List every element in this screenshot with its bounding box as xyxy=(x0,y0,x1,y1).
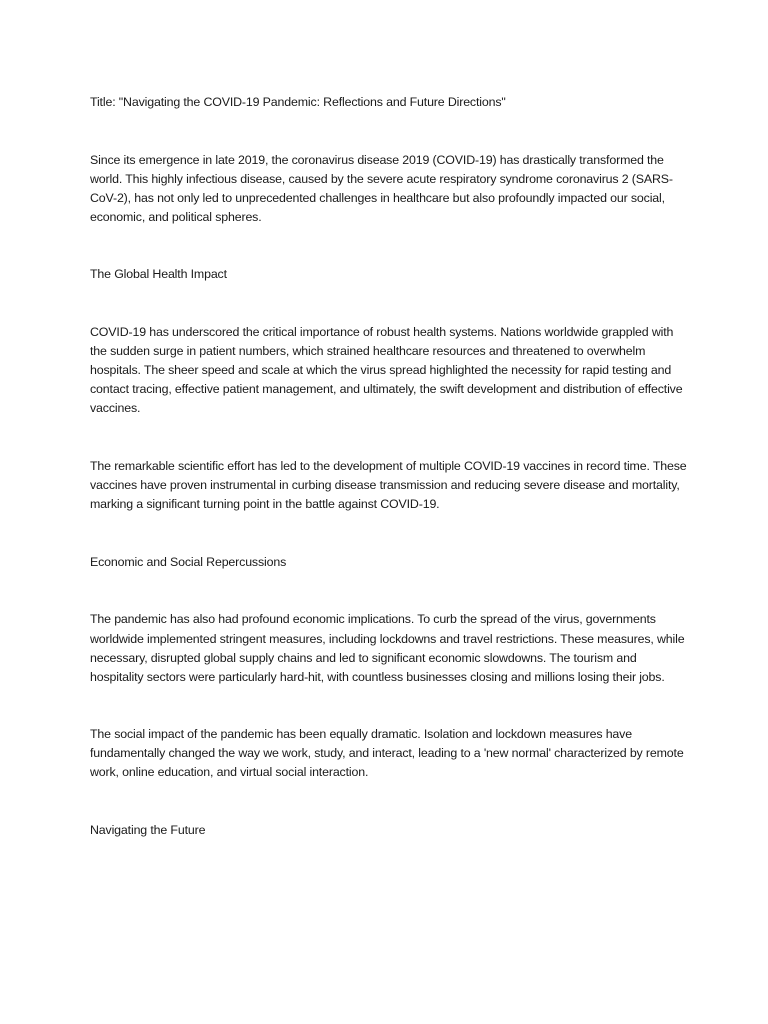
section-heading-global-health: The Global Health Impact xyxy=(90,267,227,282)
section-heading-future: Navigating the Future xyxy=(90,823,206,838)
paragraph-social: The social impact of the pandemic has been equally dramatic. Isolation and lockdown measures have fundamentally changed the way we work, study, and interact, leading to a 'new normal' characterized by remote work, online education, and virtual social interaction. xyxy=(90,727,684,780)
document-body xyxy=(90,93,690,879)
intro-paragraph: Since its emergence in late 2019, the coronavirus disease 2019 (COVID-19) has drastically transformed the world. This highly infectious disease, caused by the severe acute respiratory syndrome coronavirus 2 (SARS-CoV-2), has not only led to unprecedented challenges in healthcare but also profoundly impacted our social, economic, and political spheres. xyxy=(90,152,673,224)
paragraph-vaccines: The remarkable scientific effort has led to the development of multiple COVID-19 vaccines in record time. These vaccines have proven instrumental in curbing disease transmission and reducing severe disease and mortality, marking a significant turning point in the battle against COVID-19. xyxy=(90,459,687,512)
paragraph-economic: The pandemic has also had profound economic implications. To curb the spread of the virus, governments worldwide implemented stringent measures, including lockdowns and travel restrictions. These measures, while necessary, disrupted global supply chains and led to significant economic slowdowns. The tourism and hospitality sectors were particularly hard-hit, with countless businesses closing and millions losing their jobs. xyxy=(90,612,685,684)
document-title: Title: "Navigating the COVID-19 Pandemic: Reflections and Future Directions" xyxy=(90,95,506,109)
paragraph-health-systems: COVID-19 has underscored the critical importance of robust health systems. Nations worldwide grappled with the sudden surge in patient numbers, which strained healthcare resources and threatened to overwhelm hospitals. The sheer speed and scale at which the virus spread highlighted the necessity for rapid testing and contact tracing, effective patient management, and ultimately, the swift development and distribution of effective vaccines. xyxy=(90,325,683,416)
section-heading-economic-social: Economic and Social Repercussions xyxy=(90,554,287,569)
